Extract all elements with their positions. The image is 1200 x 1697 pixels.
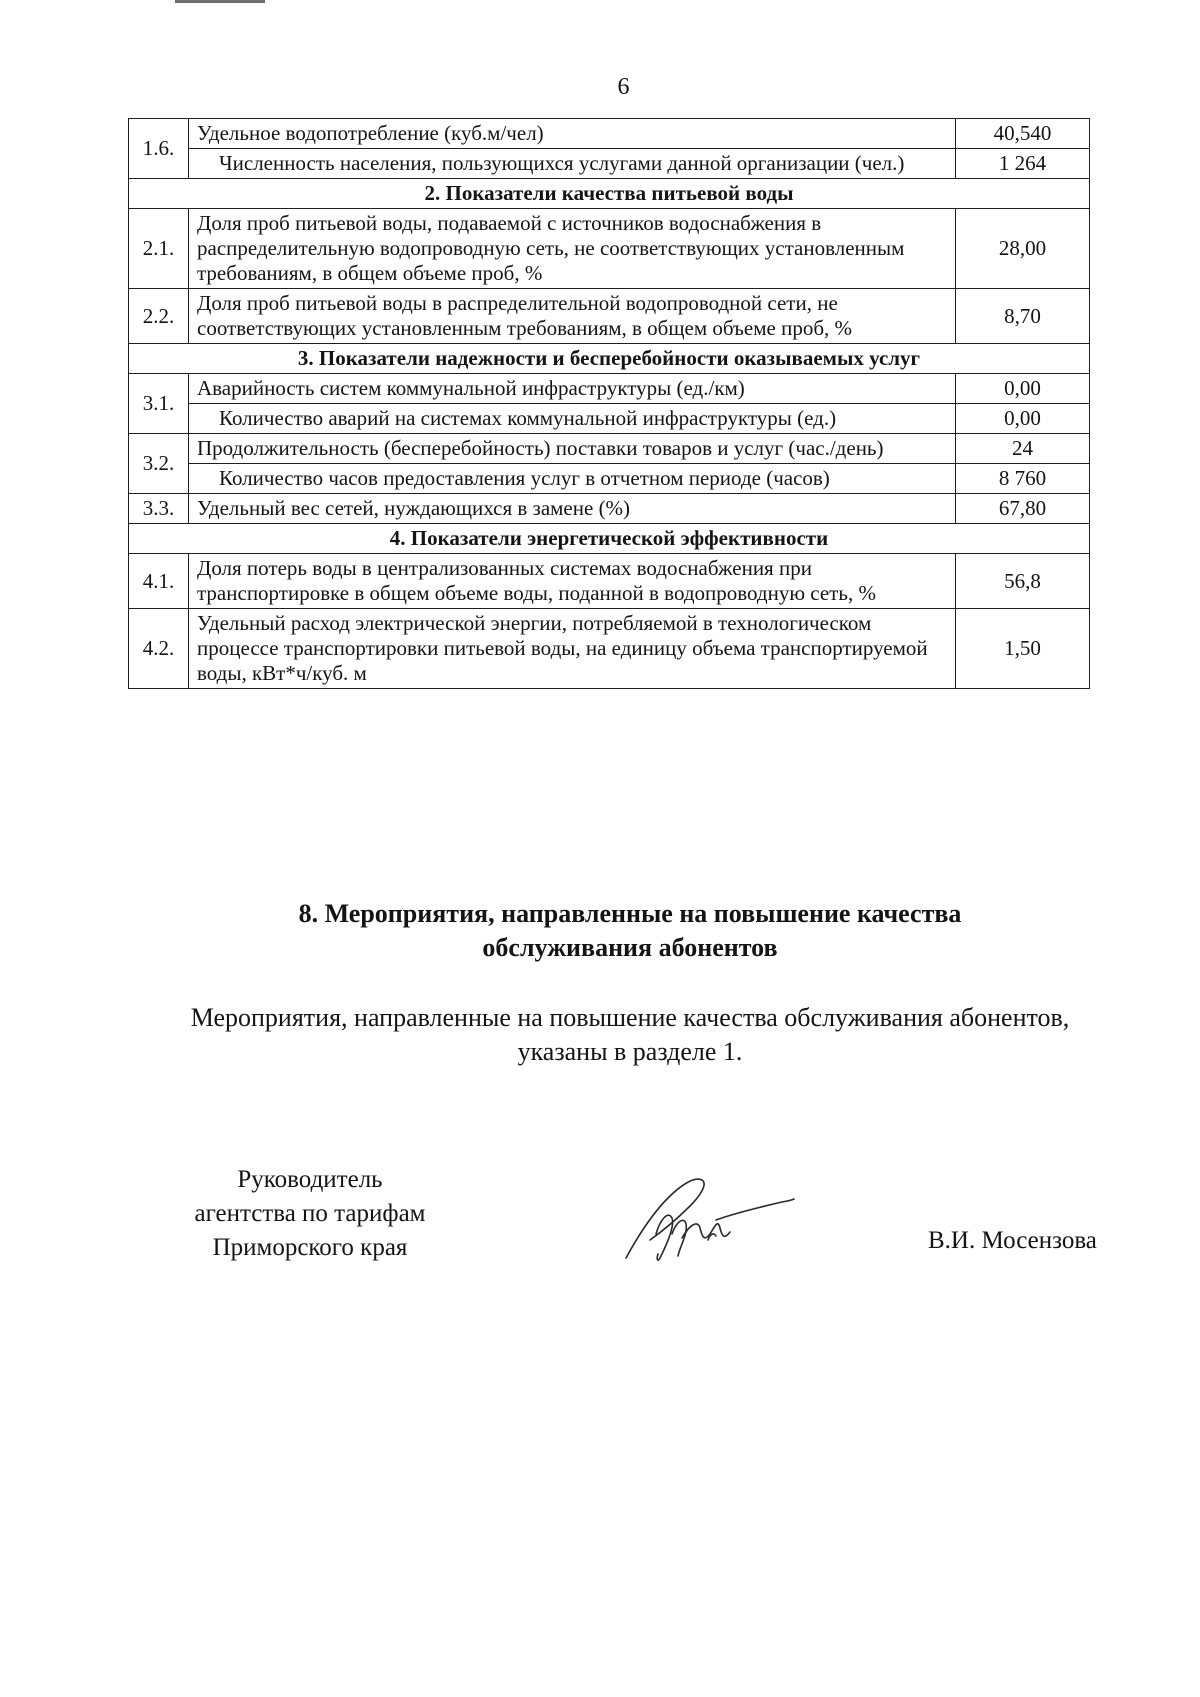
signatory-role-line-3: Приморского края: [212, 1234, 408, 1261]
signatory-role: [160, 1163, 460, 1265]
handwritten-signature: [620, 1160, 800, 1270]
section-8-text-line-2: указаны в разделе 1.: [517, 1037, 743, 1066]
scan-edge-mark: [175, 0, 265, 3]
section-title: 3. Показатели надежности и бесперебойности оказываемых услуг: [129, 344, 1090, 374]
section-8-heading: [130, 897, 1130, 965]
section-title: 2. Показатели качества питьевой воды: [129, 179, 1090, 209]
indicator-value: 8 760: [956, 464, 1090, 494]
page-number: 6: [617, 74, 630, 100]
indicator-number: 2.1.: [129, 209, 189, 289]
indicator-row: [129, 554, 1090, 609]
indicator-value: 56,8: [956, 554, 1090, 609]
indicator-value: 24: [956, 434, 1090, 464]
indicator-row: [129, 434, 1090, 464]
indicator-name: Удельный расход электрической энергии, потребляемой в технологическом процессе транспортировки питьевой воды, на единицу объема транспортируемой воды, кВт*ч/куб. м: [189, 609, 956, 689]
indicator-number: 2.2.: [129, 289, 189, 344]
signatory-role-line-2: агентства по тарифам: [194, 1200, 426, 1227]
sub-indicator-row: [129, 404, 1090, 434]
indicator-row: [129, 119, 1090, 149]
indicator-row: [129, 289, 1090, 344]
indicator-row: [129, 609, 1090, 689]
indicator-name: Доля проб питьевой воды, подаваемой с источников водоснабжения в распределительную водопроводную сеть, не соответствующих установленным требованиям, в общем объеме проб, %: [189, 209, 956, 289]
indicators-table-body: [129, 119, 1090, 689]
section-header-row: [129, 179, 1090, 209]
indicator-value: 40,540: [956, 119, 1090, 149]
section-8-text-line-1: Мероприятия, направленные на повышение качества обслуживания абонентов,: [190, 1003, 1070, 1032]
section-header-row: [129, 344, 1090, 374]
section-8-heading-line-1: 8. Мероприятия, направленные на повышение качества: [298, 899, 962, 928]
indicator-value: 0,00: [956, 404, 1090, 434]
section-title: 4. Показатели энергетической эффективности: [129, 524, 1090, 554]
indicator-name: Продолжительность (бесперебойность) поставки товаров и услуг (час./день): [189, 434, 956, 464]
indicator-name: Удельный вес сетей, нуждающихся в замене (%): [189, 494, 956, 524]
sub-indicator-row: [129, 464, 1090, 494]
indicator-number: 3.3.: [129, 494, 189, 524]
section-header-row: [129, 524, 1090, 554]
indicator-value: 67,80: [956, 494, 1090, 524]
indicator-name: Удельное водопотребление (куб.м/чел): [189, 119, 956, 149]
indicator-name: Количество часов предоставления услуг в отчетном периоде (часов): [189, 464, 956, 494]
section-8-text: [130, 1001, 1130, 1069]
indicator-number: 4.2.: [129, 609, 189, 689]
indicator-value: 1 264: [956, 149, 1090, 179]
indicator-number: 3.1.: [129, 374, 189, 434]
indicator-value: 1,50: [956, 609, 1090, 689]
indicator-value: 28,00: [956, 209, 1090, 289]
indicator-name: Количество аварий на системах коммунальной инфраструктуры (ед.): [189, 404, 956, 434]
indicator-row: [129, 209, 1090, 289]
sub-indicator-row: [129, 149, 1090, 179]
indicator-number: 1.6.: [129, 119, 189, 179]
indicator-number: 4.1.: [129, 554, 189, 609]
indicator-name: Численность населения, пользующихся услугами данной организации (чел.): [189, 149, 956, 179]
signatory-role-line-1: Руководитель: [237, 1166, 383, 1193]
indicators-table: [128, 118, 1090, 689]
indicator-value: 0,00: [956, 374, 1090, 404]
indicator-row: [129, 494, 1090, 524]
signatory-name: В.И. Мосензова: [928, 1227, 1097, 1254]
indicator-number: 3.2.: [129, 434, 189, 494]
indicator-name: Аварийность систем коммунальной инфраструктуры (ед./км): [189, 374, 956, 404]
indicator-name: Доля проб питьевой воды в распределительной водопроводной сети, не соответствующих установленным требованиям, в общем объеме проб, %: [189, 289, 956, 344]
section-8-heading-line-2: обслуживания абонентов: [482, 933, 778, 962]
indicator-row: [129, 374, 1090, 404]
indicator-value: 8,70: [956, 289, 1090, 344]
indicator-name: Доля потерь воды в централизованных системах водоснабжения при транспортировке в общем объеме воды, поданной в водопроводную сеть, %: [189, 554, 956, 609]
